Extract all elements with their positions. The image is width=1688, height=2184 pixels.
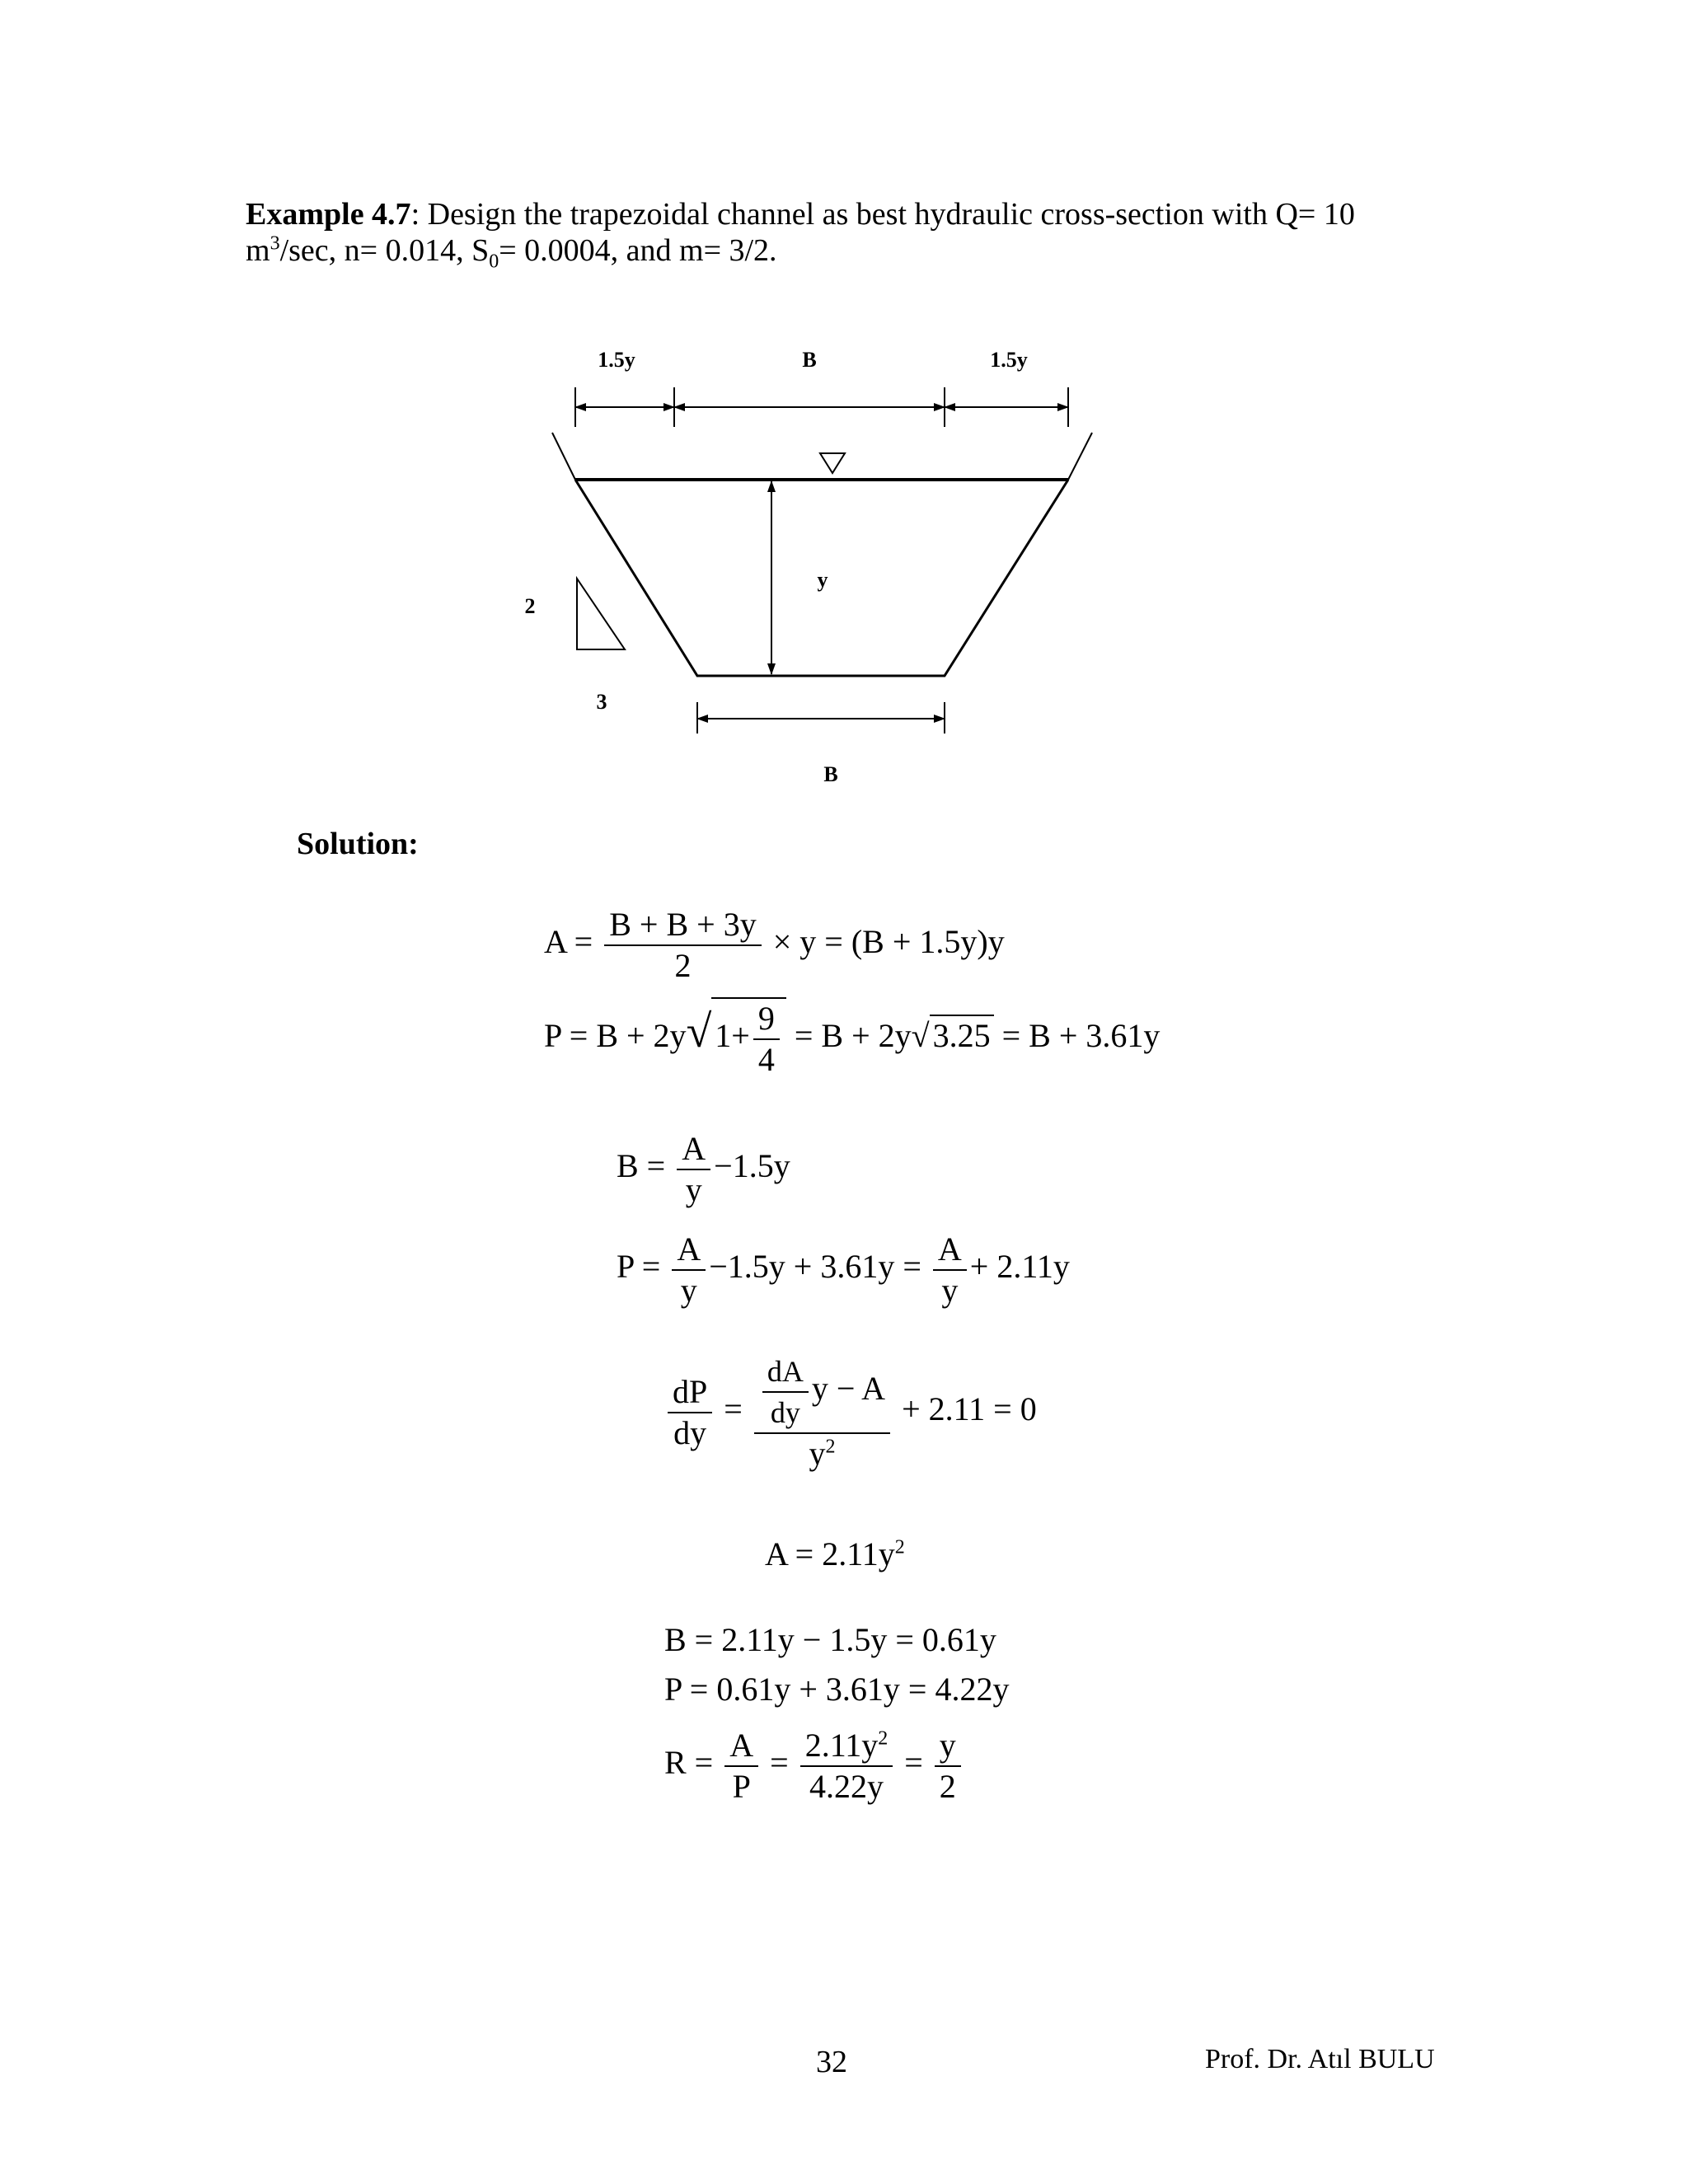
fraction: $\frac{A}{y}$ xyxy=(677,1129,710,1210)
page-number: 32 xyxy=(816,2045,847,2079)
equation-b-result: B = 2.11y − 1.5y = 0.61y xyxy=(664,1621,996,1658)
solution-heading: Solution: xyxy=(297,827,419,861)
equation-perimeter: P = B + 2y√ 1+ $\frac{9}{4}$ = B + 2y√ 3.25 = B + 3.61y xyxy=(544,997,1160,1080)
fraction: $\frac{A}{y}$ xyxy=(933,1230,967,1310)
equation-p-result: P = 0.61y + 3.61y = 4.22y xyxy=(664,1671,1010,1708)
equation-area-result: $A = 2.11y^2$ xyxy=(765,1535,905,1572)
fraction: $\frac{dA}{dy}$ y − A $y^2$ xyxy=(754,1352,890,1474)
water-level-icon xyxy=(820,453,845,473)
label-depth: y xyxy=(817,568,828,592)
fraction: $\frac{B + B + 3y}{2}$ xyxy=(604,905,761,986)
example-label: Example 4.7 xyxy=(246,197,411,232)
channel-cross-section-diagram xyxy=(495,330,1154,808)
label-bottom: B xyxy=(823,762,838,786)
fraction: $\frac{9}{4}$ xyxy=(753,999,780,1080)
author-footer: Prof. Dr. Atıl BULU xyxy=(1205,2044,1435,2074)
equation-p-of-a: P = $\frac{A}{y}$ −1.5y + 3.61y = $\frac{A}{y}$ + 2.11y xyxy=(617,1230,1070,1309)
fraction: $\frac{A}{P}$ xyxy=(724,1726,758,1807)
equation-derivative: $\frac{dP}{dy}$ = $\frac{dA}{dy}$ y − A $y^2$ + 2.11 = 0 xyxy=(664,1352,1037,1474)
equation-area: A = $\frac{B + B + 3y}{2}$ × y = (B + 1.5y)y xyxy=(544,906,1005,984)
equation-hydraulic-radius: R = $\frac{A}{P}$ = $\frac{2.11y^2}{4.22y}$ = $\frac{y}{2}$ xyxy=(664,1726,964,1807)
bank-right xyxy=(1068,433,1092,480)
fraction: $\frac{dP}{dy}$ xyxy=(668,1372,712,1453)
fraction: $\frac{y}{2}$ xyxy=(935,1726,961,1807)
label-top-mid: B xyxy=(802,348,817,372)
slope-triangle xyxy=(577,579,625,649)
problem-statement: Example 4.7: Design the trapezoidal channel as best hydraulic cross-section with Q= 10 $m^3/\sec$, n= 0.014, $S_0= 0.0004$, and m= 3/2. xyxy=(246,197,1355,273)
label-top-right: 1.5y xyxy=(990,348,1028,372)
label-slope-vertical: 2 xyxy=(524,594,536,618)
equation-b: B = $\frac{A}{y}$ −1.5y xyxy=(617,1130,790,1208)
fraction: $\frac{A}{y}$ xyxy=(672,1230,706,1310)
bank-left xyxy=(552,433,575,480)
label-top-left: 1.5y xyxy=(598,348,635,372)
fraction: $\frac{2.11y^2}{4.22y}$ xyxy=(800,1726,893,1807)
label-slope-horizontal: 3 xyxy=(596,690,607,714)
